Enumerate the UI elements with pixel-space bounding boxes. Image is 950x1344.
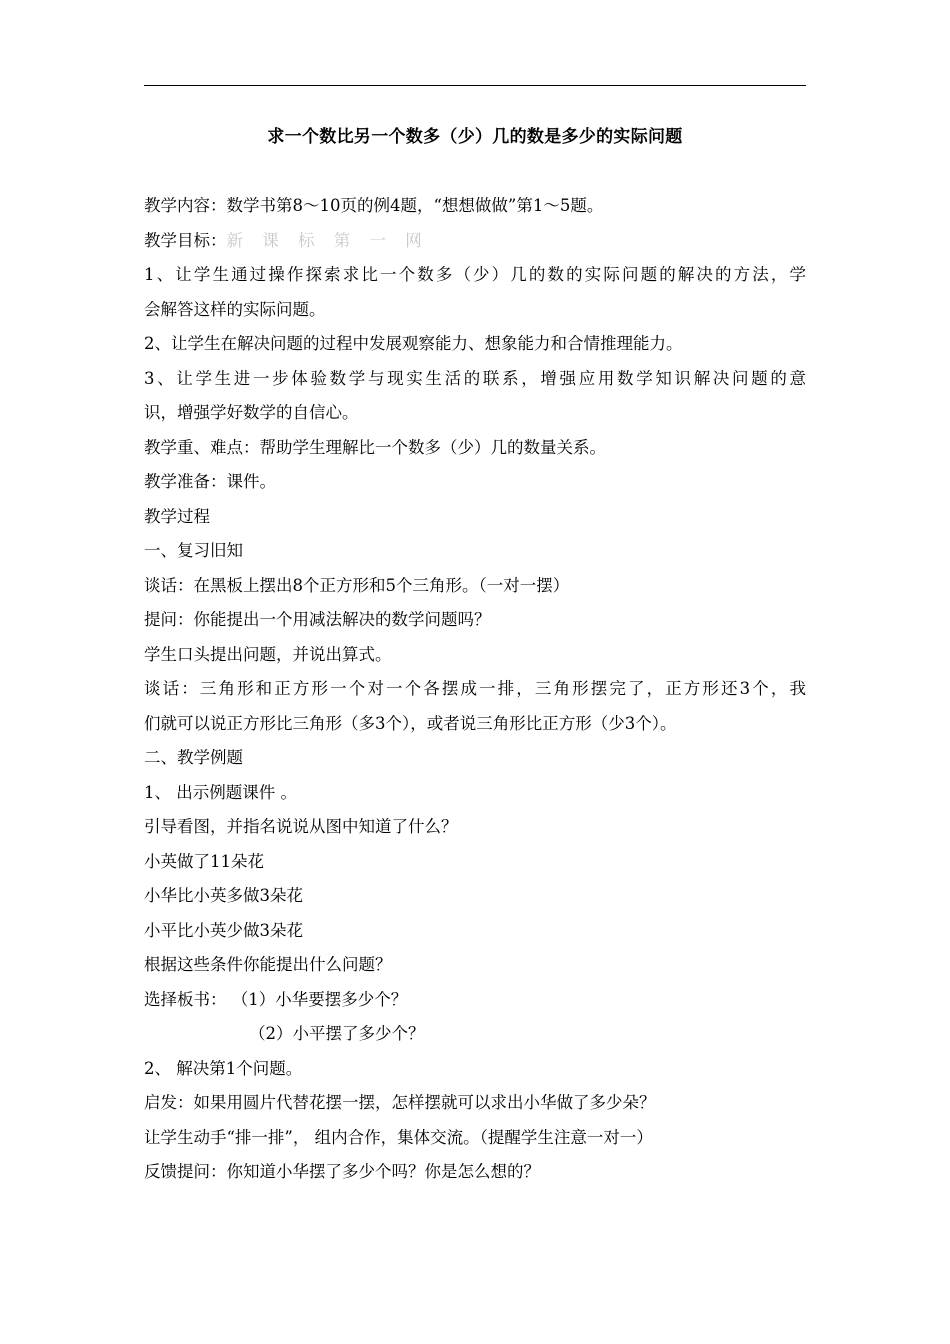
text-line: 小华比小英多做3朵花	[144, 886, 303, 905]
text-line: 会解答这样的实际问题。	[144, 299, 326, 319]
text-line: 小平比小英少做3朵花	[144, 920, 303, 940]
text-line: 启发：如果用圆片代替花摆一摆，怎样摆就可以求出小华做了多少朵？	[144, 1093, 656, 1112]
text-line: 反馈提问：你知道小华摆了多少个吗？你是怎么想的？	[144, 1162, 540, 1181]
document-title: 求一个数比另一个数多（少）几的数是多少的实际问题	[267, 127, 683, 147]
objective-line	[144, 224, 806, 259]
text-line: 识，增强学好数学的自信心。	[144, 403, 359, 422]
text-line: 2、让学生在解决问题的过程中发展观察能力、想象能力和合情推理能力。	[144, 334, 683, 353]
header-rule	[144, 85, 806, 86]
text-line: 3、让学生进一步体验数学与现实生活的联系，增强应用数学知识解决问题的意	[144, 368, 806, 388]
text-line: 让学生动手“排一排”， 组内合作，集体交流。（提醒学生注意一对一）	[144, 1127, 653, 1147]
section-heading: 二、教学例题	[144, 748, 243, 767]
text-line: 选择板书： （1）小华要摆多少个？	[144, 989, 408, 1009]
text-line: 2、 解决第1个问题。	[144, 1058, 303, 1078]
text-line: 小英做了11朵花	[144, 851, 264, 871]
watermark-text: 新 课 标 第 一 网	[226, 230, 429, 250]
document-body	[144, 189, 806, 1190]
text-line: 1、让学生通过操作探索求比一个数多（少）几的数的实际问题的解决的方法，学	[144, 265, 806, 284]
text-line: 们就可以说正方形比三角形（多3个），或者说三角形比正方形（少3个）。	[144, 713, 677, 733]
text-line: 提问：你能提出一个用减法解决的数学问题吗？	[144, 610, 491, 629]
text-line: 教学内容：数学书第8～10页的例4题，“想想做做”第1～5题。	[144, 196, 604, 215]
section-heading: 教学过程	[144, 506, 210, 526]
text-line: 学生口头提出问题，并说出算式。	[144, 644, 392, 664]
text-line: 根据这些条件你能提出什么问题？	[144, 955, 392, 974]
text-line: 教学准备：课件。	[144, 472, 276, 491]
text-line: 教学重、难点：帮助学生理解比一个数多（少）几的数量关系。	[144, 437, 606, 457]
text-line: 谈话：在黑板上摆出8个正方形和5个三角形。（一对一摆）	[144, 575, 570, 595]
text-line: 1、 出示例题课件 。	[144, 782, 297, 802]
text-line: 谈话：三角形和正方形一个对一个各摆成一排，三角形摆完了，正方形还3个，我	[144, 679, 806, 698]
objective-label: 教学目标：	[144, 230, 227, 250]
section-heading: 一、复习旧知	[144, 541, 243, 560]
text-line: （2）小平摆了多少个？	[249, 1024, 425, 1043]
text-line: 引导看图，并指名说说从图中知道了什么？	[144, 817, 458, 836]
